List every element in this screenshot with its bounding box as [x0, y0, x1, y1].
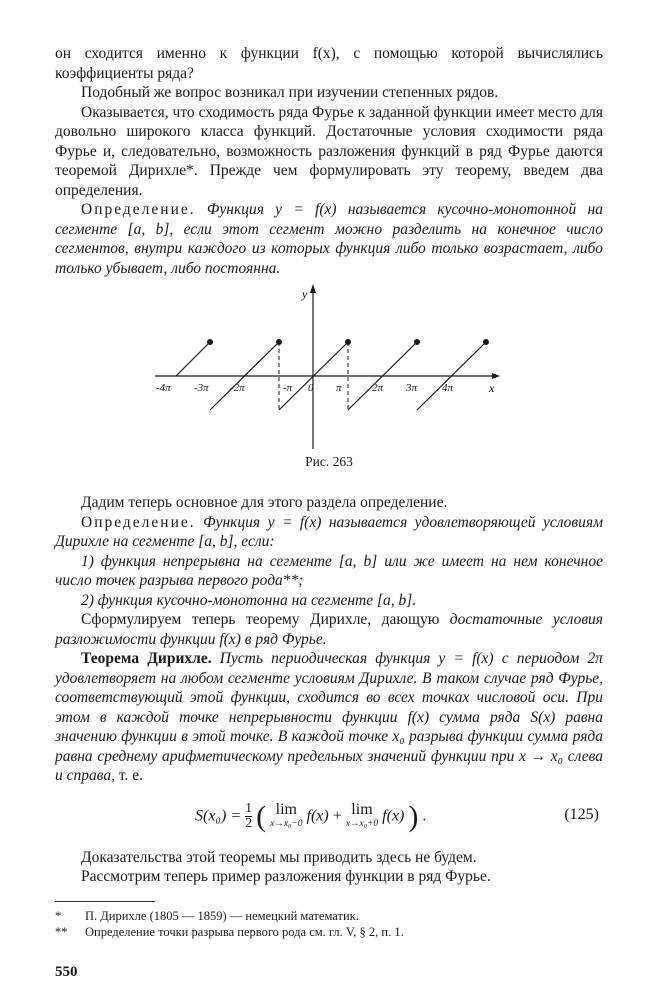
tick-label: 3π [406, 382, 418, 394]
definition-2 [55, 513, 603, 552]
paragraph-5-plain: Сформулируем теперь теорему Дирихле, дающую [81, 611, 440, 628]
footnote-2-mark: ** [55, 924, 68, 939]
sawtooth-graph [150, 284, 510, 449]
definition-2-label: Определение. [81, 513, 196, 531]
formula-end: . [422, 807, 427, 825]
tick-label: 2π [372, 382, 384, 394]
tick-label: -4π [156, 382, 171, 394]
footnote-divider [55, 901, 155, 902]
paragraph-2: Подобный же вопрос возникал при изучении степенных рядов. [81, 84, 499, 101]
condition-2: 2) функция кусочно-монотонна на сегменте [a, b]. [81, 591, 417, 609]
theorem-text: Пусть периодическая функция y = f(x) с периодом 2π удовлетворяет на любом сегменте условиям Дирихле. В таком случае ряд Фурье, соответствующий этой функции, сходится во всех точках числовой оси. При этом в каждой точке непрерывности функции f(x) сумма ряда S(x) равна значению функции в этой точке. В каждой точке x₀ разрыва функции сумма ряда равна среднему арифметическому предельных значений функции при x → x₀ слева и справа, [55, 650, 603, 784]
theorem-tail: т. е. [118, 767, 144, 784]
definition-2-text: Функция y = f(x) называется удовлетворяющей условиям Дирихле на сегменте [a, b], если: [55, 513, 603, 550]
x-axis-arrow [492, 373, 500, 379]
definition-1-label: Определение. [81, 201, 196, 218]
tick-label: -2π [230, 382, 245, 394]
tick-label: -π [283, 382, 293, 394]
condition-1: 1) функция непрерывна на сегменте [a, b] или же имеет на нем конечное число точек разрыва первого рода**; [55, 552, 603, 589]
fraction-numerator: 1 [245, 801, 253, 816]
lim-right-subscript: x→x₀+0 [345, 818, 379, 829]
page-content [55, 44, 603, 981]
limit-right [345, 800, 379, 831]
footnote-2-text: Определение точки разрыва первого рода см. гл. V, § 2, п. 1. [85, 924, 404, 939]
fraction-denominator: 2 [245, 816, 253, 831]
limit-right-term: f(x) [382, 807, 405, 825]
footnote-2 [55, 924, 603, 940]
footnote-1-text: П. Дирихле (1805 — 1859) — немецкий математик. [85, 908, 359, 923]
lim-word: lim [351, 800, 373, 818]
formula-125 [55, 792, 603, 844]
page-number: 550 [55, 963, 78, 980]
formula-expression [195, 800, 426, 834]
jump-dot [207, 339, 213, 345]
plus-sign: + [332, 807, 342, 825]
formula-lhs: S(x₀) = [195, 807, 242, 825]
jump-dot [345, 339, 351, 345]
x-axis-label: x [489, 381, 495, 395]
paragraph-7: Рассмотрим теперь пример разложения функции в ряд Фурье. [81, 868, 491, 885]
figure-caption: Рис. 263 [305, 454, 353, 469]
figure-263 [55, 284, 603, 479]
tick-label: 0 [308, 382, 314, 394]
jump-dot [483, 339, 489, 345]
saw-segment-1 [176, 342, 210, 376]
tick-label: -3π [194, 382, 209, 394]
paragraph-4: Дадим теперь основное для этого раздела определение. [81, 494, 448, 511]
lim-word: lim [275, 800, 297, 818]
paragraph-1: он сходится именно к функции f(x), с помощью которой вычислялись коэффициенты ряда? [55, 45, 603, 82]
jump-dot [414, 339, 420, 345]
theorem-dirichlet [55, 649, 603, 786]
paragraph-3: Оказывается, что сходимость ряда Фурье к заданной функции имеет место для довольно широкого класса функций. Достаточные условия сходимости ряда Фурье и, следовательно, возможность разложения функций в ряд Фурье даются теоремой Дирихле*. Прежде чем формулировать эту теорему, введем два определения. [55, 103, 603, 199]
limit-left-term: f(x) [306, 807, 329, 825]
tick-label: π [336, 382, 342, 394]
right-paren: ) [408, 799, 419, 833]
tick-label: 4π [442, 382, 454, 394]
theorem-label: Теорема Дирихле. [81, 650, 212, 667]
footnote-1-mark: * [55, 908, 62, 923]
footnote-1 [55, 908, 603, 924]
formula-number: (125) [564, 805, 599, 823]
definition-1-text: Функция y = f(x) называется кусочно-монотонной на сегменте [a, b], если этот сегмент можно разделить на конечное число сегментов, внутри каждого из которых функция либо только возрастает, либо только убывает, либо постоянна. [55, 201, 604, 277]
jump-dot [276, 339, 282, 345]
definition-1 [55, 200, 603, 278]
left-paren: ( [256, 799, 267, 833]
paragraph-5-italic: достаточные условия разложимости функции f(x) в ряд Фурье. [55, 611, 603, 648]
y-axis-arrow [310, 284, 316, 293]
paragraph-5 [55, 610, 603, 649]
lim-left-subscript: x→x₀−0 [270, 818, 303, 829]
y-axis-label: y [302, 287, 308, 301]
limit-left [270, 800, 303, 831]
paragraph-6: Доказательства этой теоремы мы приводить здесь не будем. [81, 848, 477, 866]
fraction-one-half [245, 802, 252, 831]
